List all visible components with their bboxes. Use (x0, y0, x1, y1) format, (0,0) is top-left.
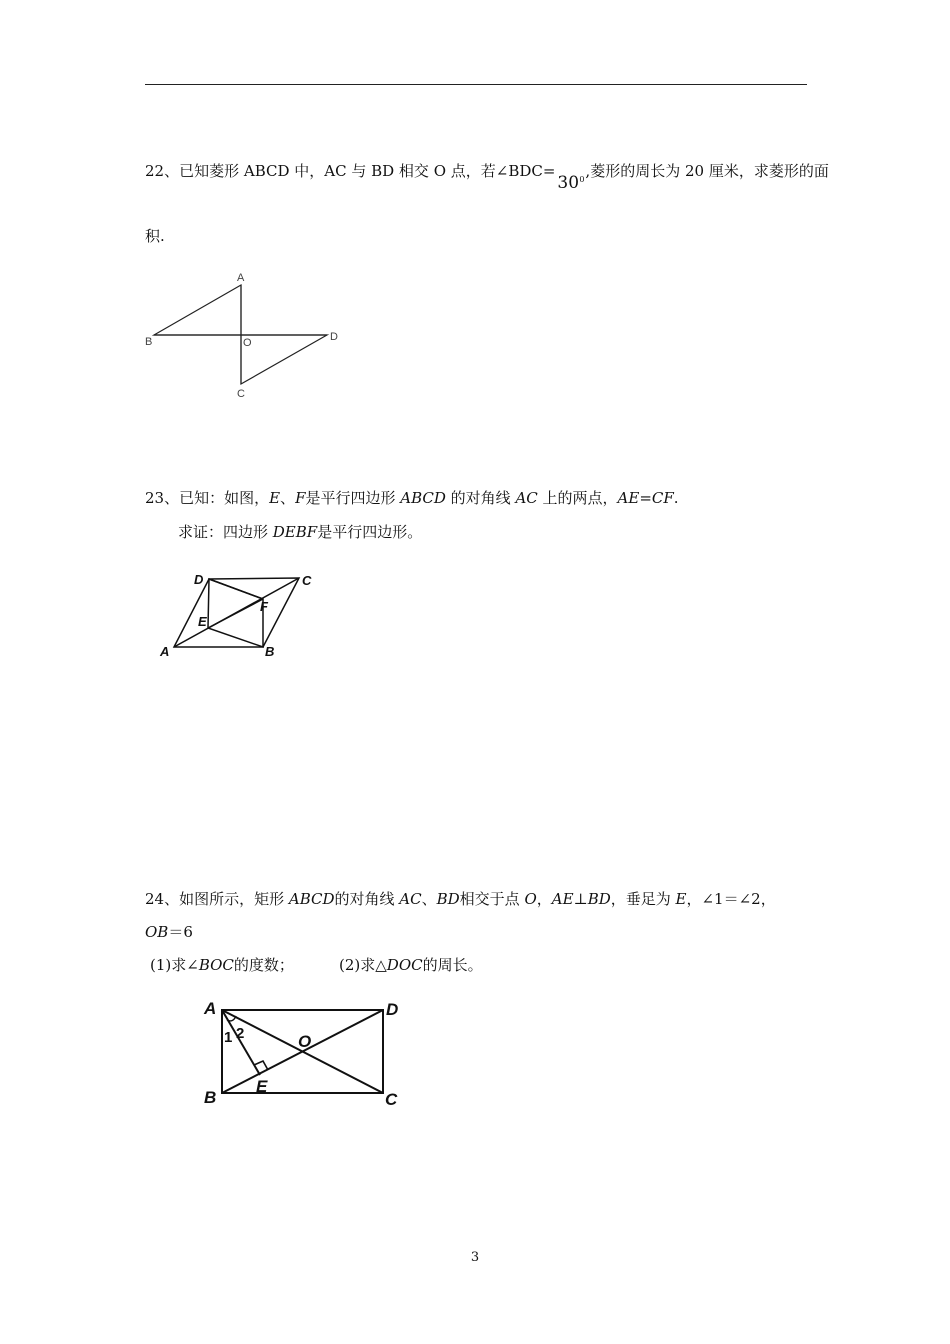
label-e: E (198, 614, 207, 629)
angle-label-2: 2 (236, 1025, 245, 1042)
q24-bd: BD (436, 890, 460, 908)
label-b: B (204, 1088, 217, 1107)
q24-sub1-b: 的度数； (233, 956, 294, 974)
q24-sub1-a: (1)求∠ (150, 956, 199, 974)
q23-f: F (295, 489, 306, 507)
label-e: E (256, 1077, 268, 1096)
q24-e: E (675, 890, 687, 908)
q22-angle-value: 30 (557, 173, 580, 193)
label-b: B (145, 336, 153, 348)
q24-ac: AC (399, 890, 422, 908)
q23-text-f: 求证：四边形 (178, 523, 273, 541)
q23-text-e: . (673, 489, 679, 507)
q24-ob: OB (145, 923, 169, 941)
label-d: D (194, 572, 204, 587)
q24-subquestion-1 (150, 955, 294, 975)
segment-df (209, 579, 263, 599)
q23-line1 (145, 488, 679, 508)
q24-line1 (145, 889, 776, 909)
q22-angle-degree: 0 (579, 175, 585, 184)
q24-text-f: ，∠1＝∠2， (686, 890, 776, 908)
label-o: O (243, 337, 252, 349)
label-d: D (330, 331, 338, 343)
label-o: O (298, 1032, 312, 1051)
header-rule (145, 84, 807, 85)
q22-line2: 积. (145, 227, 165, 245)
q24-text-e: ，垂足为 (610, 890, 676, 908)
q24-rectangle-figure (200, 995, 410, 1113)
q24-bd-2: BD (587, 890, 611, 908)
angle-label-1: 1 (224, 1029, 233, 1046)
q23-sep: 、 (280, 489, 296, 507)
label-a: A (204, 999, 217, 1018)
q24-text-b: 的对角线 (334, 890, 400, 908)
q23-ae-cf: AE=CF (617, 489, 674, 507)
label-c: C (385, 1090, 398, 1109)
q24-subquestion-2 (339, 955, 483, 975)
q24-line2 (145, 922, 193, 942)
label-d: D (386, 1000, 399, 1019)
q24-ae: AE (551, 890, 574, 908)
q24-perp: ⊥ (573, 890, 588, 908)
q24-text-g: ＝6 (168, 923, 193, 941)
label-a: A (237, 272, 245, 284)
label-b: B (265, 644, 275, 659)
q22-text-a: 22、已知菱形 ABCD 中，AC 与 BD 相交 O 点，若∠BDC= (145, 162, 556, 180)
q23-debf: DEBF (272, 523, 318, 541)
q24-sub2-a: (2)求△ (339, 956, 387, 974)
label-c: C (302, 573, 312, 588)
q23-line2 (178, 522, 422, 542)
q24-sep: 、 (421, 890, 437, 908)
q23-text-b: 是平行四边形 (305, 489, 401, 507)
q22-text-b: ,菱形的周长为 20 厘米，求菱形的面 (585, 162, 829, 180)
q23-text-d: 上的两点， (537, 489, 618, 507)
q24-doc: DOC (386, 956, 423, 974)
label-c: C (237, 388, 245, 400)
q23-e: E (269, 489, 281, 507)
q22-angle (555, 161, 585, 193)
q22-line1 (145, 161, 829, 193)
q23-text-g: 是平行四边形。 (317, 523, 423, 541)
q23-text-a: 23、已知：如图， (145, 489, 270, 507)
page-number: 3 (470, 1250, 480, 1265)
q24-o: O (524, 890, 537, 908)
q24-text-c: 相交于点 (459, 890, 525, 908)
q23-abcd: ABCD (400, 489, 446, 507)
q23-text-c: 的对角线 (445, 489, 516, 507)
q22-rhombus-figure (140, 268, 350, 403)
q24-abcd: ABCD (288, 890, 335, 908)
q24-boc: BOC (198, 956, 234, 974)
q23-ac: AC (515, 489, 538, 507)
label-f: F (260, 599, 268, 614)
q24-sub2-b: 的周长。 (422, 956, 483, 974)
q24-text-a: 24、如图所示，矩形 (145, 890, 289, 908)
q23-parallelogram-figure (155, 568, 330, 663)
segment-ef (208, 599, 263, 628)
q24-text-d: ， (536, 890, 552, 908)
label-a: A (160, 644, 170, 659)
